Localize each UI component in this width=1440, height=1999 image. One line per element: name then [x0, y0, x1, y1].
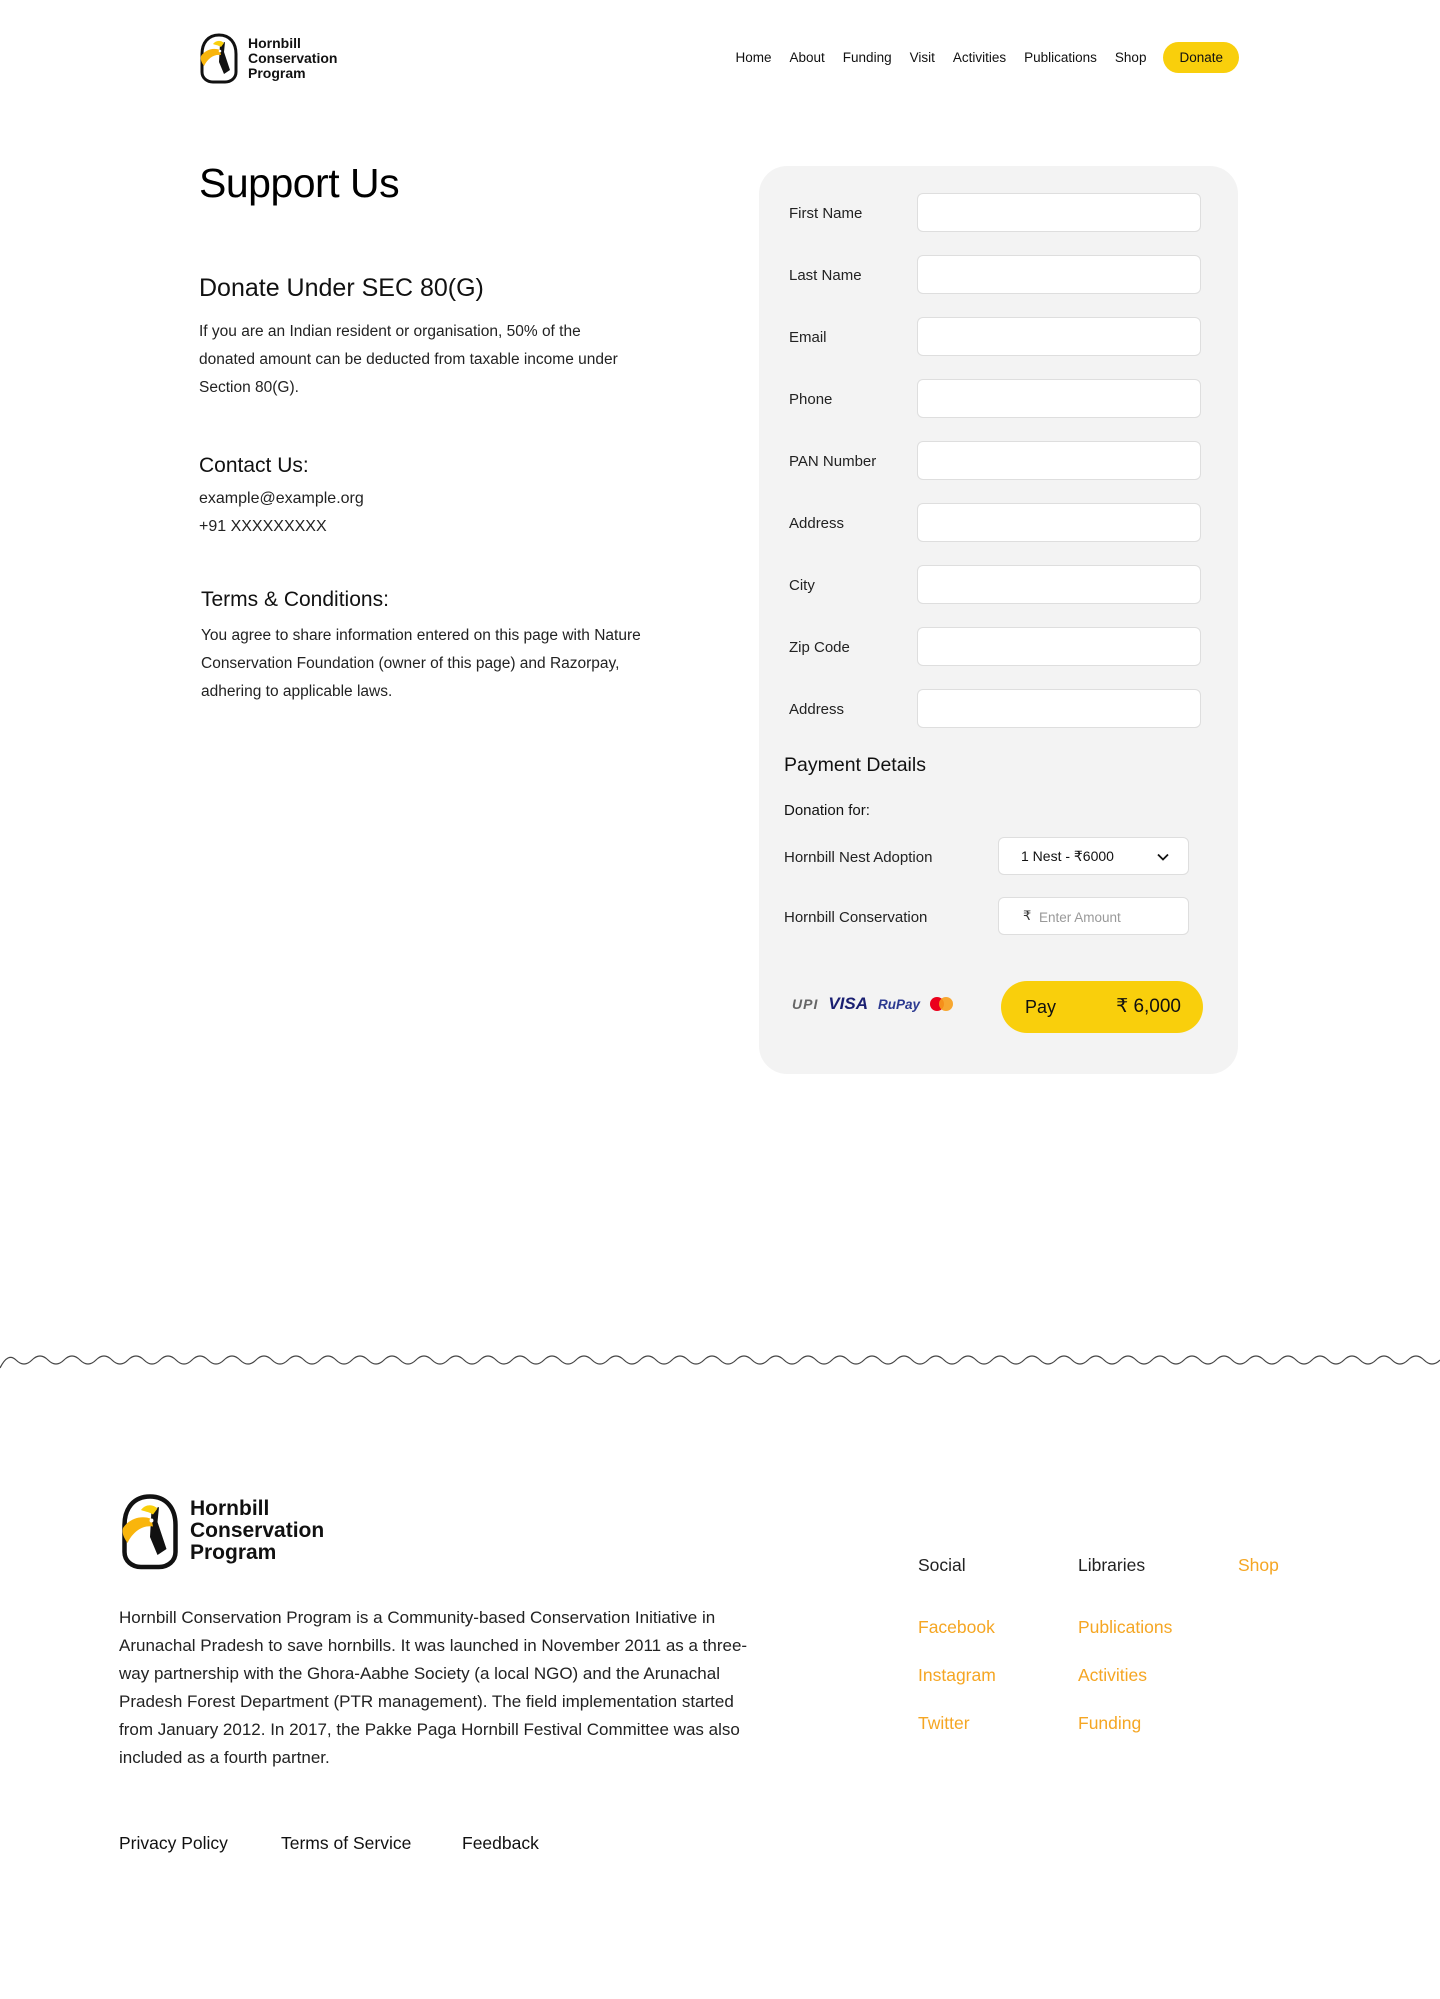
first-name-row: [789, 193, 1209, 233]
hornbill-logo-icon: [199, 32, 239, 84]
email-label: Email: [789, 329, 827, 346]
first-name-label: First Name: [789, 205, 863, 222]
support-info: [199, 160, 641, 700]
amount-field: [998, 897, 1189, 935]
instagram-link[interactable]: Instagram: [918, 1665, 996, 1685]
feedback-link[interactable]: Feedback: [462, 1833, 539, 1853]
zip-input[interactable]: [917, 627, 1201, 666]
nav-funding[interactable]: Funding: [842, 50, 892, 65]
address-2-row: [789, 689, 1209, 729]
site-header: [199, 32, 1239, 86]
address-label: Address: [789, 515, 845, 532]
pan-input[interactable]: [917, 441, 1201, 480]
shop-link[interactable]: Shop: [1238, 1555, 1279, 1575]
sec80g-text: If you are an Indian resident or organisation, 50% of the donated amount can be deducted from taxable income under Section 80(G).: [199, 323, 618, 396]
contact-heading: Contact Us:: [199, 454, 309, 477]
nest-adoption-label: Hornbill Nest Adoption: [784, 849, 933, 866]
footer-brand-line-1: Hornbill: [190, 1497, 270, 1520]
brand-name: [248, 36, 337, 81]
payment-details-heading: Payment Details: [784, 754, 926, 776]
visa-logo: VISA: [828, 994, 869, 1013]
hornbill-logo-icon: [119, 1492, 181, 1570]
phone-label: Phone: [789, 391, 833, 408]
pay-button[interactable]: [1001, 981, 1203, 1033]
donation-form: [759, 166, 1238, 1074]
brand-name-line-3: Program: [248, 64, 306, 81]
city-input[interactable]: [917, 565, 1201, 604]
nav-about[interactable]: About: [789, 50, 825, 65]
amount-input[interactable]: [1039, 903, 1179, 931]
nest-count-select[interactable]: [998, 837, 1189, 875]
nav-publications[interactable]: Publications: [1024, 50, 1097, 65]
terms-of-service-link[interactable]: Terms of Service: [281, 1833, 412, 1853]
pan-row: [789, 441, 1209, 481]
upi-logo: UPI: [792, 996, 819, 1012]
sec80g-heading: Donate Under SEC 80(G): [199, 274, 484, 302]
email-input[interactable]: [917, 317, 1201, 356]
phone-row: [789, 379, 1209, 419]
nav-home[interactable]: Home: [735, 50, 772, 65]
contact-email: example@example.org: [199, 490, 364, 507]
donation-for-label: Donation for:: [784, 802, 870, 819]
social-heading: Social: [918, 1555, 966, 1575]
city-row: [789, 565, 1209, 605]
payment-methods: [792, 994, 954, 1014]
mastercard-icon: [930, 997, 954, 1011]
nav-visit[interactable]: Visit: [909, 50, 935, 65]
pay-button-amount: ₹ 6,000: [1116, 996, 1181, 1017]
email-row: [789, 317, 1209, 357]
nav-activities[interactable]: Activities: [952, 50, 1007, 65]
footer-brand-line-2: Conservation: [190, 1519, 325, 1542]
brand-name-line-1: Hornbill: [248, 34, 301, 51]
conservation-label: Hornbill Conservation: [784, 909, 928, 926]
activities-link[interactable]: Activities: [1078, 1665, 1148, 1685]
donate-button[interactable]: Donate: [1163, 42, 1239, 73]
first-name-input[interactable]: [917, 193, 1201, 232]
publications-link[interactable]: Publications: [1078, 1617, 1173, 1637]
facebook-link[interactable]: Facebook: [918, 1617, 995, 1637]
brand-name-line-2: Conservation: [248, 49, 338, 66]
wave-divider: [0, 1348, 1440, 1374]
rupay-logo: RuPay: [878, 996, 921, 1012]
address-2-label: Address: [789, 701, 845, 718]
libraries-heading: Libraries: [1078, 1555, 1146, 1575]
footer-description: Hornbill Conservation Program is a Community-based Conservation Initiative in Arunachal Pradesh to save hornbills. It was launched in November 2011 as a three-way partnership with the Ghora-Aabhe Society (a local NGO) and the Arunachal Pradesh Forest Department (PTR management). The field implementation started from January 2012. In 2017, the Pakke Paga Hornbill Festival Committee was also included as a fourth partner.: [119, 1608, 748, 1767]
main-nav: [718, 42, 1240, 73]
zip-row: [789, 627, 1209, 667]
footer-brand-name: [190, 1498, 324, 1564]
conservation-row: [784, 897, 1204, 937]
last-name-row: [789, 255, 1209, 295]
last-name-input[interactable]: [917, 255, 1201, 294]
last-name-label: Last Name: [789, 267, 862, 284]
nav-shop[interactable]: Shop: [1114, 50, 1147, 65]
brand-logo[interactable]: [199, 32, 337, 84]
phone-input[interactable]: [917, 379, 1201, 418]
nest-adoption-row: [784, 837, 1204, 877]
address-row: [789, 503, 1209, 543]
footer-brand-line-3: Program: [190, 1541, 277, 1564]
terms-heading: Terms & Conditions:: [201, 588, 389, 611]
chevron-down-icon: [1156, 850, 1170, 864]
twitter-link[interactable]: Twitter: [918, 1713, 970, 1733]
page-title-text: Support Us: [199, 160, 400, 206]
pan-label: PAN Number: [789, 453, 877, 470]
city-label: City: [789, 577, 815, 594]
pay-button-label: Pay: [1025, 997, 1057, 1017]
title-underline: [201, 208, 399, 214]
zip-label: Zip Code: [789, 639, 850, 656]
funding-link[interactable]: Funding: [1078, 1713, 1142, 1733]
footer-logo[interactable]: [119, 1492, 324, 1570]
privacy-policy-link[interactable]: Privacy Policy: [119, 1833, 228, 1853]
address-input[interactable]: [917, 503, 1201, 542]
page-title: [199, 160, 399, 207]
rupee-icon: ₹: [1023, 908, 1032, 923]
nest-count-value: 1 Nest - ₹6000: [1021, 847, 1114, 864]
address-2-input[interactable]: [917, 689, 1201, 728]
contact-phone: +91 XXXXXXXXX: [199, 518, 327, 535]
terms-text: You agree to share information entered on this page with Nature Conservation Foundation (owner of this page) and Razorpay, adhering to applicable laws.: [201, 627, 641, 700]
